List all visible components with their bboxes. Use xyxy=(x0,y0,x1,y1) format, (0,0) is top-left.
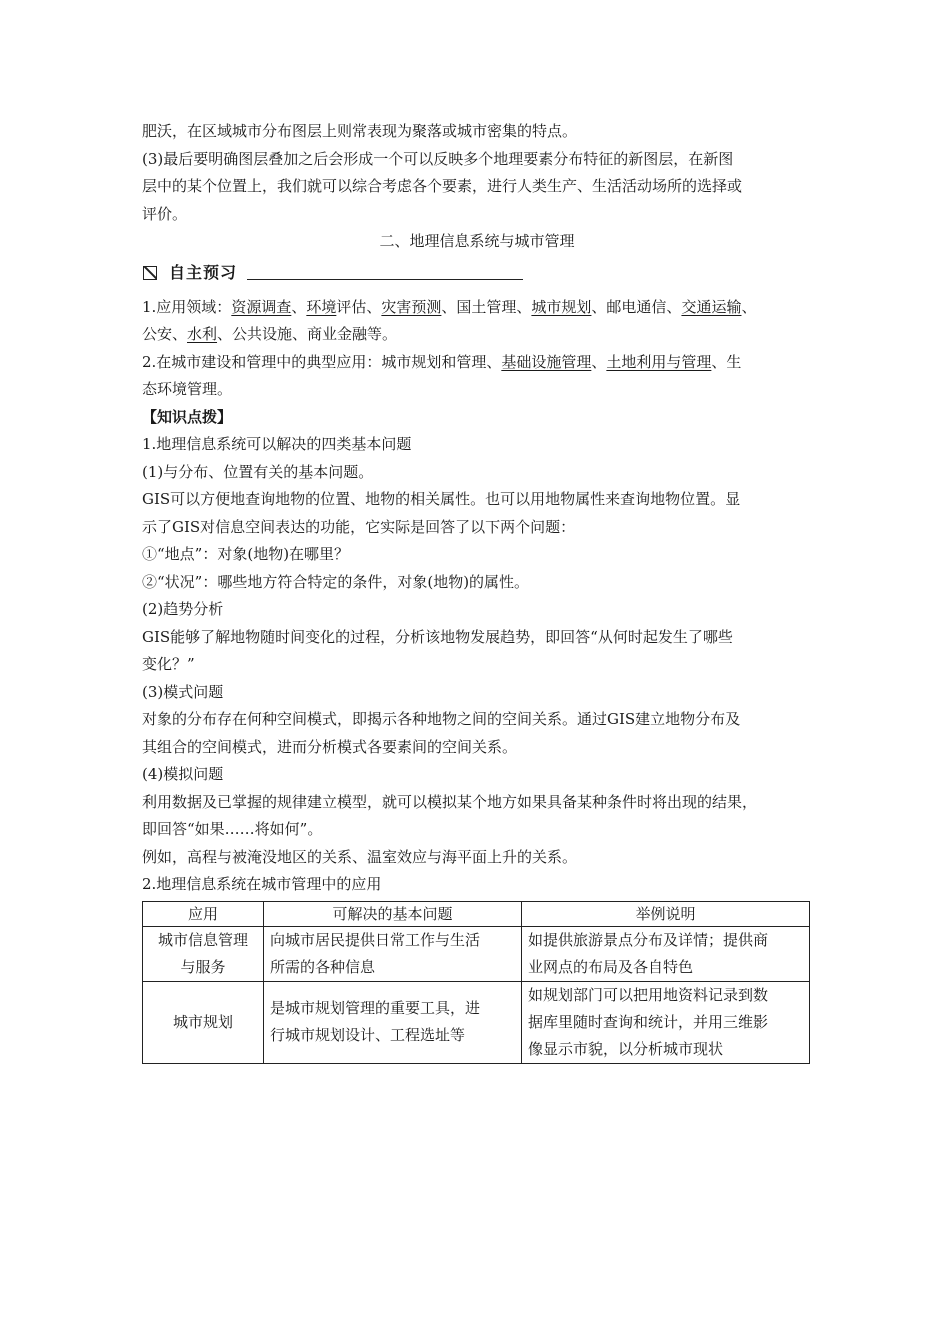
knowledge-label: 【知识点拨】 xyxy=(142,407,233,426)
section-rule xyxy=(247,265,523,280)
preview-item-2-cont: 态环境管理。 xyxy=(142,380,233,398)
column-header: 可解决的基本问题 xyxy=(264,901,522,926)
table-cell-application: 城市信息管理 与服务 xyxy=(143,926,264,981)
intro-line-4: 评价。 xyxy=(142,204,188,223)
blank-environment: 环境 xyxy=(306,297,337,316)
blank-water-conservancy: 水利 xyxy=(187,325,218,343)
blank-transportation: 交通运输 xyxy=(681,297,742,316)
paragraph: GIS可以方便地查询地物的位置、地物的相关属性。也可以用地物属性来查询地物位置。显 xyxy=(142,490,741,508)
intro-line-2: (3)最后要明确图层叠加之后会形成一个可以反映多个地理要素分布特征的新图层，在新图 xyxy=(142,149,734,168)
paragraph: 变化？” xyxy=(142,655,195,673)
section-title: 自主预习 xyxy=(169,262,238,282)
paragraph: 即回答“如果……将如何”。 xyxy=(142,820,323,838)
subheading-2: (2)趋势分析 xyxy=(142,600,224,618)
knowledge-heading-2: 2.地理信息系统在城市管理中的应用 xyxy=(142,875,382,893)
gis-applications-table xyxy=(142,901,810,1064)
list-item: ②“状况”：哪些地方符合特定的条件，对象(地物)的属性。 xyxy=(142,572,530,591)
table-row xyxy=(143,981,810,1063)
intro-line-3: 层中的某个位置上，我们就可以综合考虑各个要素，进行人类生产、生活活动场所的选择或 xyxy=(142,177,743,195)
knowledge-heading-1: 1.地理信息系统可以解决的四类基本问题 xyxy=(142,435,412,453)
blank-urban-planning: 城市规划 xyxy=(531,297,592,316)
boxed-arrow-icon xyxy=(143,266,157,280)
column-header: 举例说明 xyxy=(522,901,810,926)
blank-resource-survey: 资源调查 xyxy=(231,297,292,316)
document-page xyxy=(142,118,812,1064)
blank-infrastructure: 基础设施管理 xyxy=(501,352,592,371)
table-cell-problem: 向城市居民提供日常工作与生活 所需的各种信息 xyxy=(264,926,522,981)
table-header-row xyxy=(143,901,810,926)
intro-line-1: 肥沃，在区域城市分布图层上则常表现为聚落或城市密集的特点。 xyxy=(142,122,578,140)
paragraph: 例如，高程与被淹没地区的关系、温室效应与海平面上升的关系。 xyxy=(142,847,578,866)
section-heading: 二、地理信息系统与城市管理 xyxy=(379,232,575,250)
column-header: 应用 xyxy=(143,901,264,926)
paragraph: GIS能够了解地物随时间变化的过程，分析该地物发展趋势，即回答“从何时起发生了哪些 xyxy=(142,627,733,646)
subheading-3: (3)模式问题 xyxy=(142,682,224,701)
subheading-4: (4)模拟问题 xyxy=(142,765,224,783)
preview-item-1: 1.应用领域：资源调查、环境评估、灾害预测、国土管理、城市规划、邮电通信、交通运输、 xyxy=(142,297,757,316)
paragraph: 利用数据及已掌握的规律建立模型，就可以模拟某个地方如果具备某种条件时将出现的结果， xyxy=(142,792,758,811)
blank-land-use: 土地利用与管理 xyxy=(606,352,712,371)
preview-item-2: 2.在城市建设和管理中的典型应用：城市规划和管理、基础设施管理、土地利用与管理、生 xyxy=(142,352,742,371)
table-row xyxy=(143,926,810,981)
preview-item-1-cont: 公安、水利、公共设施、商业金融等。 xyxy=(142,325,398,343)
paragraph: 对象的分布存在何种空间模式，即揭示各种地物之间的空间关系。通过GIS建立地物分布及 xyxy=(142,710,741,728)
subheading-1: (1)与分布、位置有关的基本问题。 xyxy=(142,462,374,481)
table-cell-example: 如规划部门可以把用地资料记录到数 据库里随时查询和统计，并用三维影 像显示市貌，以分析城市现状 xyxy=(522,981,810,1063)
blank-disaster-forecast: 灾害预测 xyxy=(381,297,442,316)
section-banner xyxy=(142,258,812,288)
paragraph: 示了GIS对信息空间表达的功能，它实际是回答了以下两个问题： xyxy=(142,517,576,536)
table-cell-application: 城市规划 xyxy=(143,981,264,1063)
paragraph: 其组合的空间模式，进而分析模式各要素间的空间关系。 xyxy=(142,737,518,756)
table-cell-example: 如提供旅游景点分布及详情；提供商 业网点的布局及各自特色 xyxy=(522,926,810,981)
table-cell-problem: 是城市规划管理的重要工具，进 行城市规划设计、工程选址等 xyxy=(264,981,522,1063)
list-item: ①“地点”：对象(地物)在哪里？ xyxy=(142,545,350,563)
